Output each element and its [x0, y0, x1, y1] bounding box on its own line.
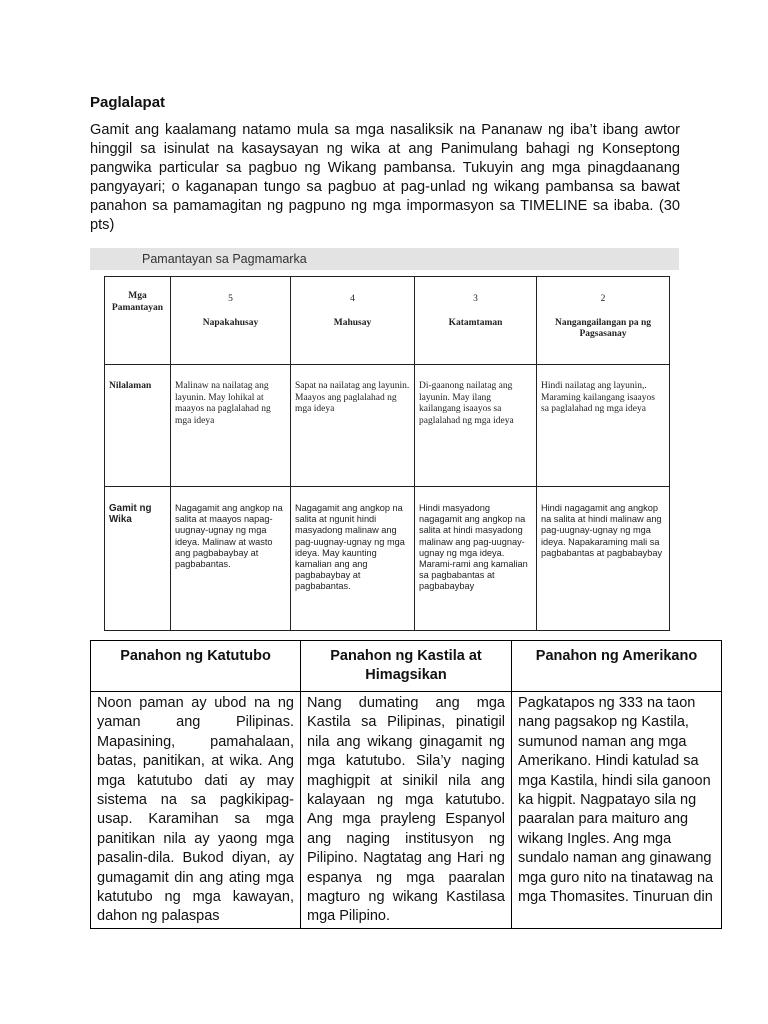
rubric-row-gamit-ng-wika — [105, 487, 670, 631]
rubric-level-2 — [537, 277, 670, 365]
rubric-cell: Sapat na nailatag ang layunin. Maayos ang paglalahad ng mga ideya — [291, 365, 415, 487]
rubric-criterion: Nilalaman — [105, 365, 171, 487]
rubric-level-label: Katamtaman — [448, 317, 503, 328]
timeline-header-row — [91, 641, 722, 692]
rubric-table — [104, 276, 670, 631]
rubric-cell: Hindi nagagamit ang angkop na salita at hindi malinaw ang pag-uugnay-ugnay ng mga ideya. Napakaraming mali sa pagbabantas at pagbabaybay — [537, 487, 670, 631]
timeline-text: Pagkatapos ng 333 na taon nang pagsakop ng Kastila, sumunod naman ang mga Amerikano. Hindi katulad sa mga Kastila, hindi sila ganoon ka higpit. Nagpatayo sila ng paaralan para maituro ang wikang Ingles. Ang mga sundalo naman ang ginawang mga guro nito na tinatawag na mga Thomasites. Tinuruan din — [518, 695, 714, 906]
timeline-text: Noon paman ay ubod na ng yaman ang Pilipinas. Mapasining, pamahalaan, batas, panitikan, at wika. Ang mga katutubo dati ay may sistema na sa pagkikipag-usap. Karamihan sa mga panitikan nila ay yaong mga pasalin-dila. Bukod diyan, ay gumagamit din ang ating mga katutubo ng mga kawayan, dahon ng palaspas — [97, 695, 294, 924]
timeline-cell-amerikano[interactable] — [512, 692, 722, 929]
rubric-level-label: Mahusay — [333, 317, 372, 328]
rubric-level-5 — [171, 277, 291, 365]
page-heading: Paglalapat — [90, 94, 166, 111]
timeline-text: Nang dumating ang mga Kastila sa Pilipinas, pinatigil nila ang wikang ginagamit ng mga katutubo. Sila’y naging maghigpit at sinikil nila ang kalayaan ng mga katutubo. Ang mga prayleng Espanyol ang naging institusyon ng Pilipino. Nagtatag ang Hari ng espanya ng mga paaralan magturo ng wikang Kastilasa mga Pilipino. — [307, 695, 505, 924]
rubric-image — [90, 248, 679, 623]
timeline-header-kastila: Panahon ng Kastila at Himagsikan — [301, 641, 512, 692]
rubric-level-label: Napakahusay — [202, 317, 259, 328]
rubric-level-score: 3 — [473, 294, 478, 304]
rubric-title: Pamantayan sa Pagmamarka — [90, 248, 679, 270]
rubric-level-score: 2 — [600, 294, 606, 304]
timeline-table — [90, 640, 722, 929]
rubric-level-score: 4 — [350, 294, 355, 304]
timeline-cell-katutubo[interactable] — [91, 692, 301, 929]
rubric-row-nilalaman — [105, 365, 670, 487]
timeline-header-amerikano: Panahon ng Amerikano — [512, 641, 722, 692]
rubric-level-4 — [291, 277, 415, 365]
timeline-header-katutubo: Panahon ng Katutubo — [91, 641, 301, 692]
rubric-header-row — [105, 277, 670, 365]
timeline-content-row — [91, 692, 722, 929]
rubric-cell: Hindi masyadong nagagamit ang angkop na salita at hindi masyadong malinaw ang pag-uugnay-ugnay ng mga ideya. Marami-rami ang kamalian sa pagbabantas at pagbabaybay — [415, 487, 537, 631]
rubric-cell: Malinaw na nailatag ang layunin. May lohikal at maayos na paglalahad ng mga ideya — [171, 365, 291, 487]
timeline-cell-kastila[interactable] — [301, 692, 512, 929]
rubric-criteria-header: Mga Pamantayan — [105, 277, 171, 365]
rubric-cell: Nagagamit ang angkop na salita at ngunit hindi masyadong malinaw ang pag-uugnay-ugnay ng mga ideya. May kaunting kamalian ang ang pagbabaybay at pagbabantas. — [291, 487, 415, 631]
rubric-cell: Hindi nailatag ang layunin,. Maraming kailangang isaayos sa paglalahad ng mga ideya — [537, 365, 670, 487]
rubric-level-label: Nangangailangan pa ng Pagsasanay — [554, 317, 652, 339]
rubric-level-score: 5 — [228, 294, 233, 304]
instructions-paragraph: Gamit ang kaalamang natamo mula sa mga nasaliksik na Pananaw ng iba’t ibang awtor hinggil sa isinulat na kasaysayan ng wika at ang Panimulang bahagi ng Konseptong pangwika particular sa pagbuo ng Wikang pambansa. Tukuyin ang mga pinagdaanang pangyayari; o kaganapan tungo sa pagbuo at pag-unlad ng wikang pambansa sa bawat panahon sa pamamagitan ng pagpuno ng mga impormasyon sa TIMELINE sa ibaba. (30 pts) — [90, 122, 680, 233]
rubric-cell: Nagagamit ang angkop na salita at maayos napag-uugnay-ugnay ng mga ideya. Malinaw at wasto ang pagbabaybay at pagbabantas. — [171, 487, 291, 631]
rubric-level-3 — [415, 277, 537, 365]
rubric-cell: Di-gaanong nailatag ang layunin. May ilang kailangang isaayos sa paglalahad ng mga ideya — [415, 365, 537, 487]
rubric-criterion: Gamit ng Wika — [105, 487, 171, 631]
